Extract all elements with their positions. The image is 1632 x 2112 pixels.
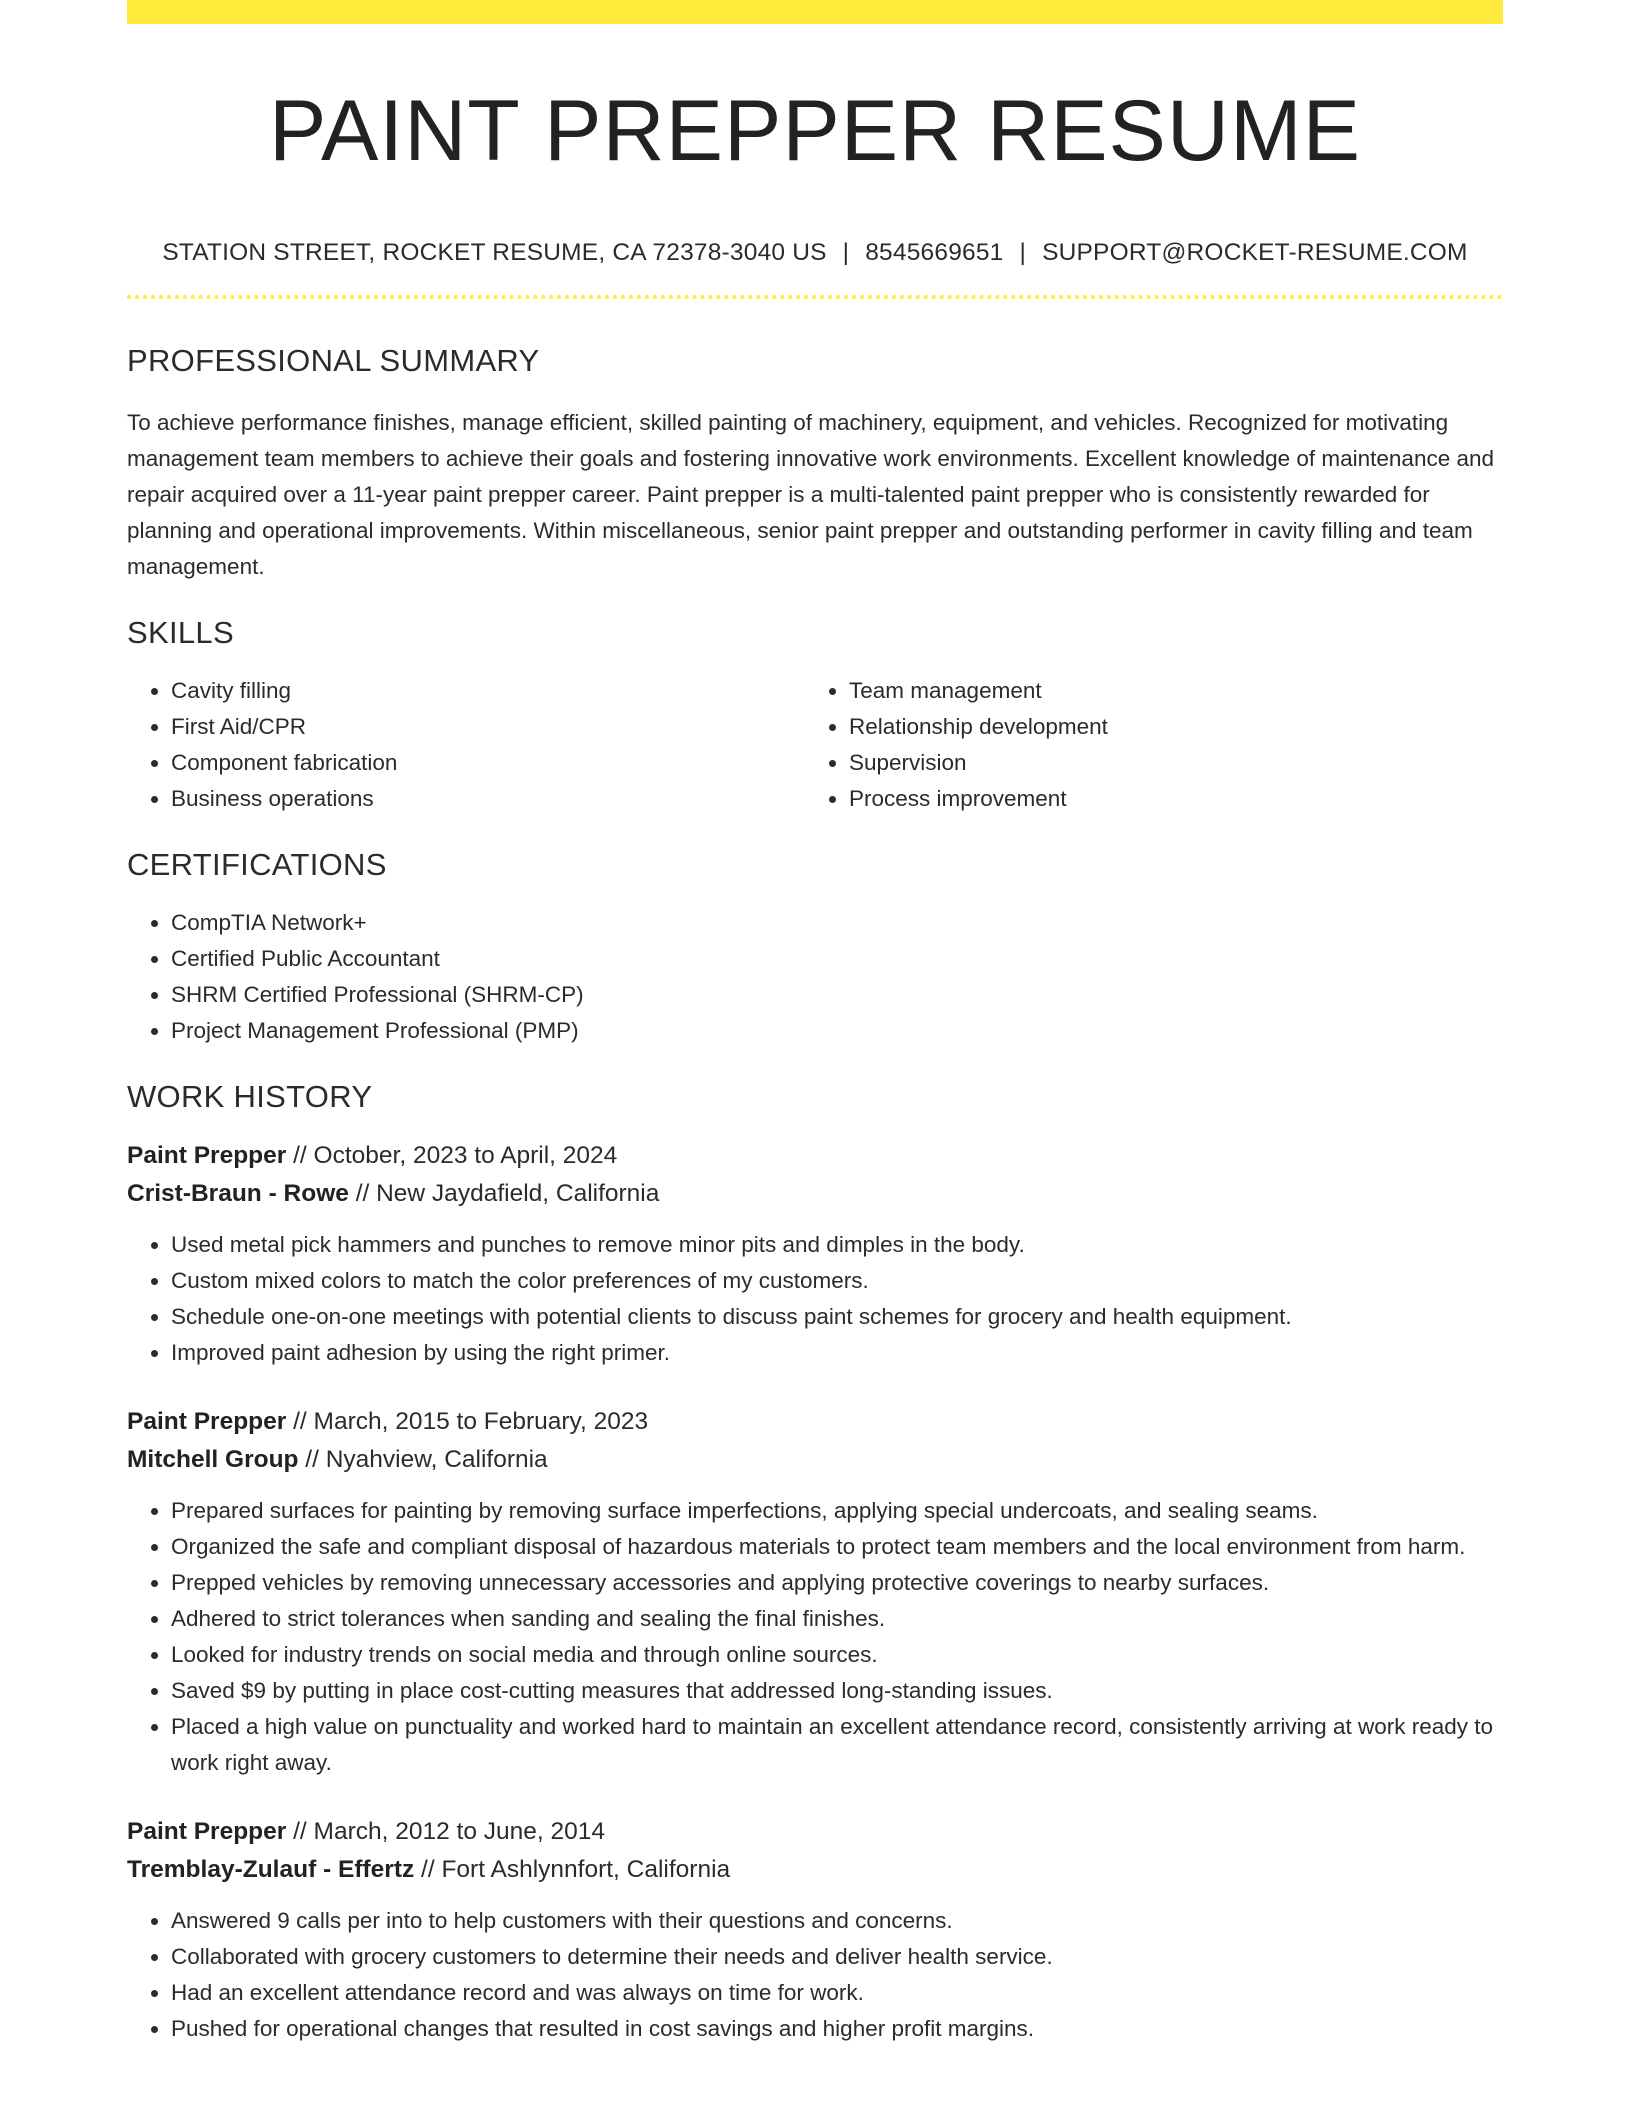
contact-phone: 8545669651 (865, 238, 1004, 266)
job-bullet: • Improved paint adhesion by using the right primer. (171, 1335, 1503, 1371)
job-entry (127, 1137, 1503, 1371)
skill-item: • Business operations (171, 781, 805, 817)
job-bullet: • Prepared surfaces for painting by removing surface imperfections, applying special undercoats, and sealing seams. (171, 1493, 1503, 1529)
job-bullet: • Saved $9 by putting in place cost-cutting measures that addressed long-standing issues. (171, 1673, 1503, 1709)
contact-separator: | (842, 238, 850, 266)
resume-page (127, 0, 1503, 2047)
job-dates: // March, 2012 to June, 2014 (286, 1817, 606, 1845)
contact-address: STATION STREET, ROCKET RESUME, CA 72378-3040 US (162, 238, 827, 266)
job-title: Paint Prepper (127, 1407, 287, 1435)
job-location: // Fort Ashlynnfort, California (414, 1855, 731, 1883)
summary-heading: PROFESSIONAL SUMMARY (127, 342, 540, 378)
job-bullet: • Custom mixed colors to match the color preferences of my customers. (171, 1263, 1503, 1299)
skill-item: • Team management (849, 673, 1483, 709)
dotted-divider (127, 295, 1503, 299)
job-company: Mitchell Group (127, 1445, 299, 1473)
job-entry (127, 1813, 1503, 2047)
job-dates: // March, 2015 to February, 2023 (286, 1407, 649, 1435)
job-dates: // October, 2023 to April, 2024 (286, 1141, 618, 1169)
job-title-line (127, 1403, 1503, 1441)
certification-item: • Certified Public Accountant (171, 941, 1503, 977)
job-bullet: • Adhered to strict tolerances when sanding and sealing the final finishes. (171, 1601, 1503, 1637)
contact-email: SUPPORT@ROCKET-RESUME.COM (1042, 238, 1468, 266)
job-bullet: • Placed a high value on punctuality and worked hard to maintain an excellent attendance record, consistently arriving at work ready to work right away. (171, 1709, 1503, 1781)
certifications-list (127, 905, 1503, 1049)
skills-list (127, 673, 1503, 817)
skills-column-right (805, 673, 1483, 817)
job-company-line (127, 1851, 1503, 1889)
skill-item: • Process improvement (849, 781, 1483, 817)
skill-item: • Component fabrication (171, 745, 805, 781)
job-bullets (127, 1493, 1503, 1781)
job-title: Paint Prepper (127, 1141, 287, 1169)
job-entry (127, 1403, 1503, 1781)
job-location: // New Jaydafield, California (348, 1179, 660, 1207)
job-bullets (127, 1903, 1503, 2047)
job-bullet: • Had an excellent attendance record and was always on time for work. (171, 1975, 1503, 2011)
job-bullet: • Collaborated with grocery customers to determine their needs and deliver health service. (171, 1939, 1503, 1975)
certification-item: • Project Management Professional (PMP) (171, 1013, 1503, 1049)
job-title-line (127, 1137, 1503, 1175)
job-company-line (127, 1441, 1503, 1479)
job-title-line (127, 1813, 1503, 1851)
work-history-heading: WORK HISTORY (127, 1078, 373, 1114)
contact-separator: | (1019, 238, 1027, 266)
accent-bar (127, 0, 1503, 24)
job-location: // Nyahview, California (298, 1445, 548, 1473)
job-title: Paint Prepper (127, 1817, 287, 1845)
job-bullet: • Prepped vehicles by removing unnecessary accessories and applying protective coverings to nearby surfaces. (171, 1565, 1503, 1601)
job-company: Tremblay-Zulauf - Effertz (127, 1855, 415, 1883)
skills-heading: SKILLS (127, 614, 234, 650)
job-bullet: • Pushed for operational changes that resulted in cost savings and higher profit margins. (171, 2011, 1503, 2047)
job-bullet: • Organized the safe and compliant disposal of hazardous materials to protect team members and the local environment from harm. (171, 1529, 1503, 1565)
skill-item: • First Aid/CPR (171, 709, 805, 745)
job-bullet: • Looked for industry trends on social media and through online sources. (171, 1637, 1503, 1673)
skill-item: • Supervision (849, 745, 1483, 781)
contact-line (127, 239, 1503, 267)
skills-column-left (127, 673, 805, 817)
job-bullet: • Schedule one-on-one meetings with potential clients to discuss paint schemes for grocery and health equipment. (171, 1299, 1503, 1335)
job-company-line (127, 1175, 1503, 1213)
certification-item: • CompTIA Network+ (171, 905, 1503, 941)
job-company: Crist-Braun - Rowe (127, 1179, 349, 1207)
page-title: PAINT PREPPER RESUME (268, 83, 1362, 179)
job-bullets (127, 1227, 1503, 1371)
job-bullet: • Answered 9 calls per into to help customers with their questions and concerns. (171, 1903, 1503, 1939)
certification-item: • SHRM Certified Professional (SHRM-CP) (171, 977, 1503, 1013)
skill-item: • Relationship development (849, 709, 1483, 745)
certifications-heading: CERTIFICATIONS (127, 846, 387, 882)
summary-text: To achieve performance finishes, manage efficient, skilled painting of machinery, equipment, and vehicles. Recognized for motivating management team members to achieve their goals and fostering innovative work environments. Excellent knowledge of maintenance and repair acquired over a 11-year paint prepper career. Paint prepper is a multi-talented paint prepper who is consistently rewarded for planning and operational improvements. Within miscellaneous, senior paint prepper and outstanding performer in cavity filling and team management. (127, 409, 1495, 579)
skill-item: • Cavity filling (171, 673, 805, 709)
job-bullet: • Used metal pick hammers and punches to remove minor pits and dimples in the body. (171, 1227, 1503, 1263)
